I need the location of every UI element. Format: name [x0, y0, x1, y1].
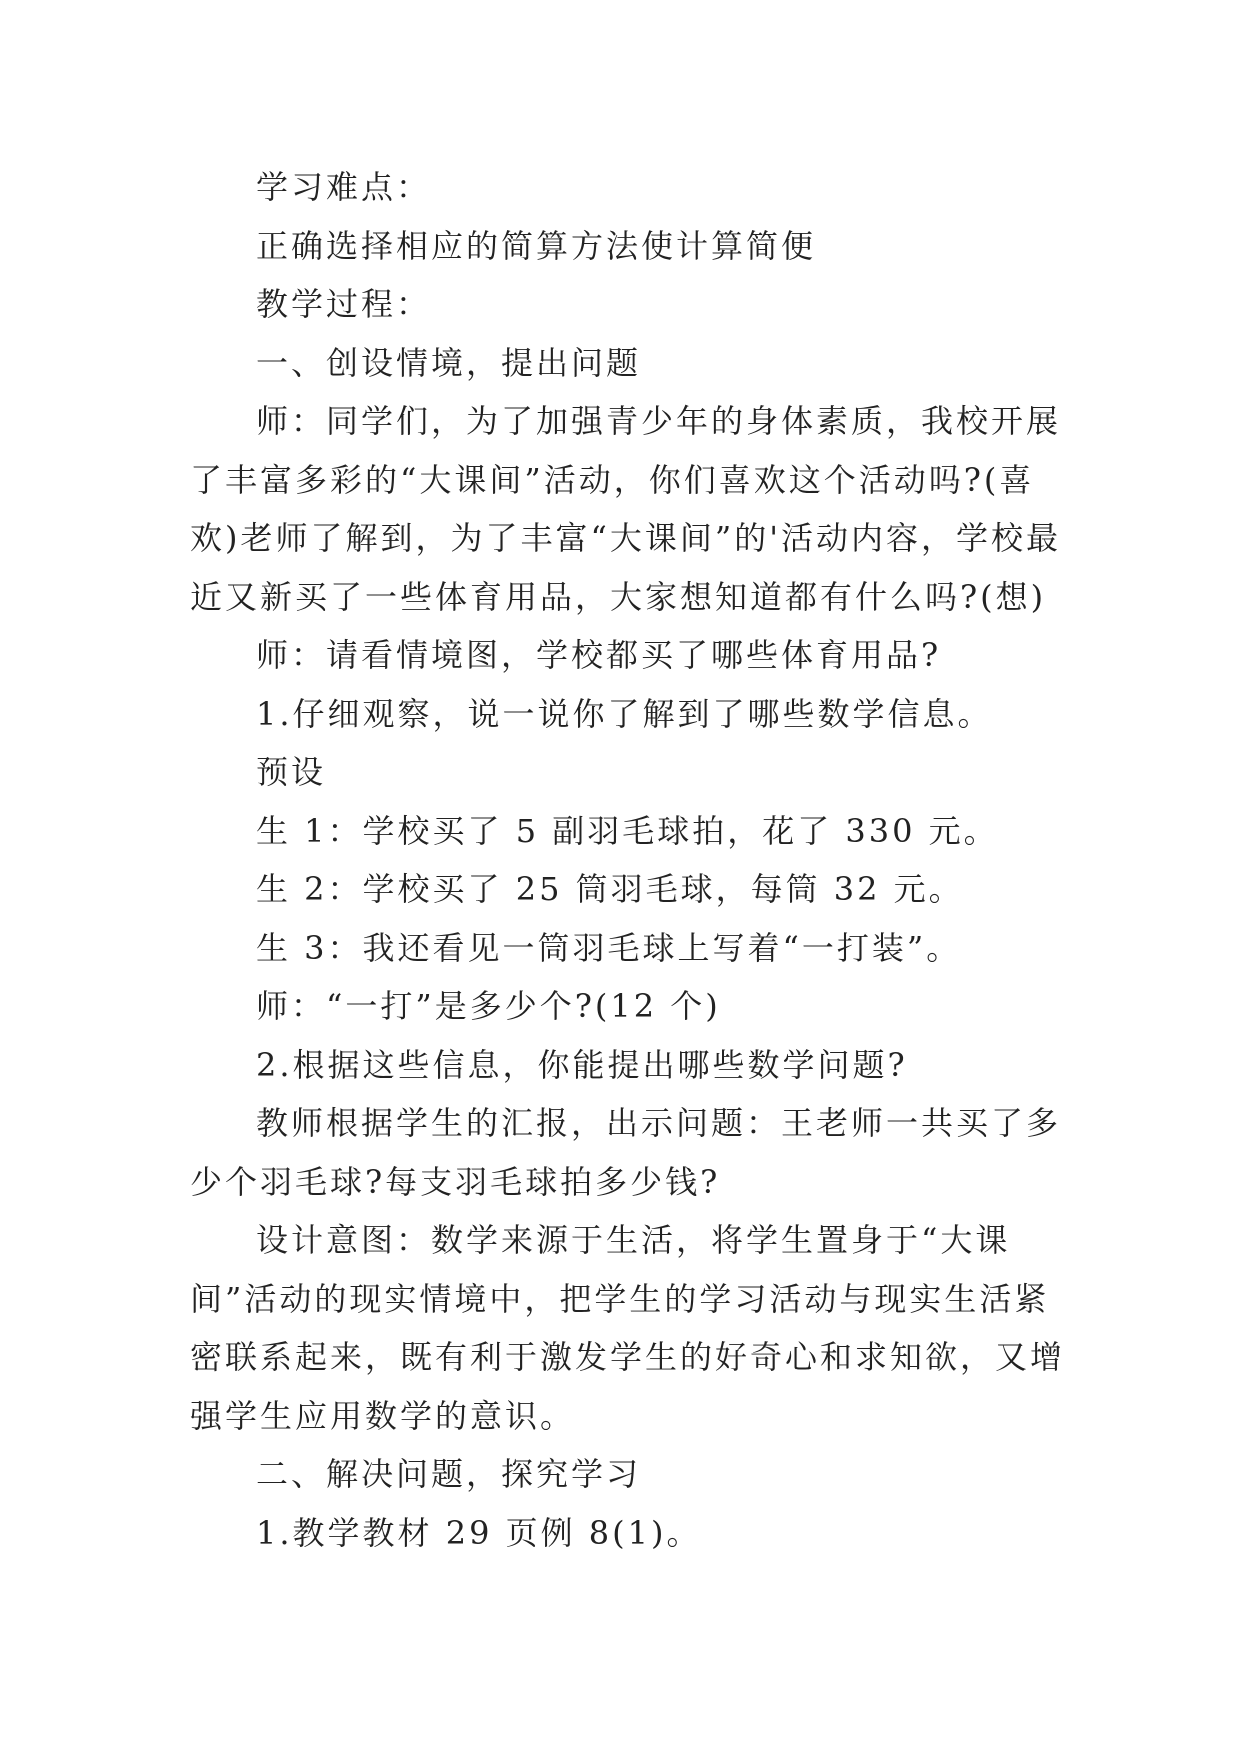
paragraph-student-3: 生 3：我还看见一筒羽毛球上写着“一打装”。 — [256, 928, 962, 967]
section-heading-two: 二、解决问题，探究学习 — [256, 1455, 642, 1493]
paragraph-design-intent: 设计意图：数学来源于生活，将学生置身于“大课间”活动的现实情境中，把学生的学习活动与现实生活紧密联系起来，既有利于激发学生的好奇心和求知欲，又增强学生应用数学的意识。 — [190, 1221, 1066, 1435]
paragraph-step-1: 1.仔细观察，说一说你了解到了哪些数学信息。 — [256, 694, 993, 733]
document-body — [190, 158, 1070, 1562]
paragraph-teacher-question: 师：请看情境图，学校都买了哪些体育用品? — [256, 636, 942, 674]
paragraph-preset: 预设 — [256, 753, 327, 791]
paragraph-difficulty-content: 正确选择相应的简算方法使计算简便 — [256, 226, 817, 265]
paragraph-student-1: 生 1：学校买了 5 副羽毛球拍，花了 330 元。 — [256, 811, 999, 850]
paragraph-difficulty-heading: 学习难点： — [256, 168, 432, 206]
paragraph-process-heading: 教学过程： — [256, 285, 432, 323]
paragraph-teacher-dozen: 师：“一打”是多少个?(12 个) — [256, 987, 721, 1025]
paragraph-step-2: 2.根据这些信息，你能提出哪些数学问题? — [256, 1045, 908, 1084]
paragraph-teacher-problems: 教师根据学生的汇报，出示问题：王老师一共买了多少个羽毛球?每支羽毛球拍多少钱? — [190, 1104, 1062, 1201]
paragraph-student-2: 生 2：学校买了 25 筒羽毛球，每筒 32 元。 — [256, 870, 964, 908]
paragraph-teacher-intro: 师：同学们，为了加强青少年的身体素质，我校开展了丰富多彩的“大课间”活动，你们喜欢这个活动吗?(喜欢)老师了解到，为了丰富“大课间”的'活动内容，学校最近又新买了一些体育用品，大家想知道都有什么吗?(想) — [190, 402, 1062, 616]
paragraph-example-8: 1.教学教材 29 页例 8(1)。 — [256, 1513, 702, 1552]
section-heading-one: 一、创设情境，提出问题 — [256, 343, 642, 382]
